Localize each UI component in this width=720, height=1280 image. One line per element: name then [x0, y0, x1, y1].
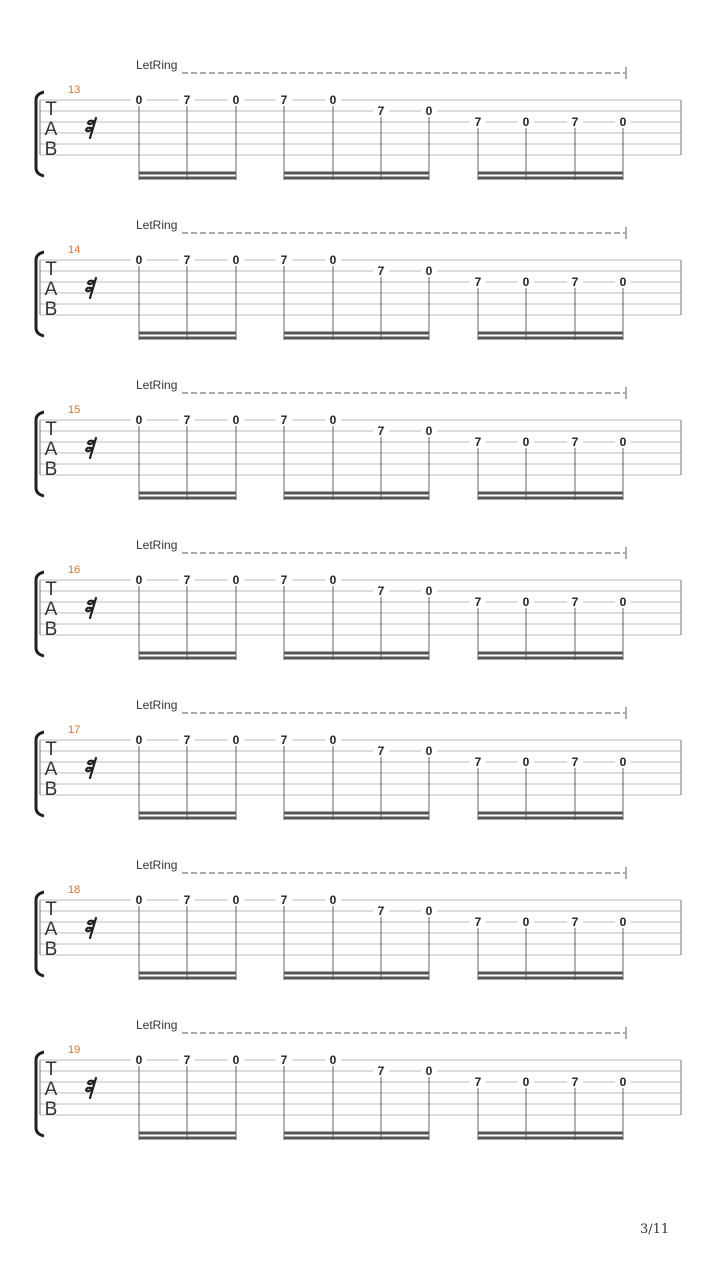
fret-number: 7: [567, 756, 583, 768]
tab-clef-letter: T: [45, 739, 57, 760]
measure-number: 15: [68, 404, 81, 416]
tab-clef-letter: T: [45, 419, 57, 440]
let-ring-label: LetRing: [136, 858, 178, 872]
fret-number: 7: [179, 574, 195, 586]
measure-number: 18: [68, 884, 81, 896]
fret-number: 0: [421, 265, 437, 277]
fret-number: 0: [518, 276, 534, 288]
tab-clef-letter: T: [45, 899, 57, 920]
fret-number: 7: [276, 894, 292, 906]
fret-number: 7: [373, 265, 389, 277]
fret-number: 0: [518, 116, 534, 128]
staff-graphics: [0, 858, 720, 1018]
fret-number: 7: [179, 894, 195, 906]
fret-number: 7: [373, 105, 389, 117]
fret-number: 0: [131, 414, 147, 426]
fret-number: 0: [325, 254, 341, 266]
fret-number: 0: [615, 276, 631, 288]
fret-number: 0: [518, 596, 534, 608]
tab-clef-letter: A: [44, 439, 58, 460]
fret-number: 0: [421, 105, 437, 117]
fret-number: 0: [518, 916, 534, 928]
tab-system: [0, 698, 720, 858]
fret-number: 0: [228, 1054, 244, 1066]
sixteenth-rest-icon: [86, 598, 96, 618]
fret-number: 7: [276, 254, 292, 266]
fret-number: 7: [470, 596, 486, 608]
fret-number: 7: [373, 1065, 389, 1077]
fret-number: 7: [373, 905, 389, 917]
fret-number: 0: [615, 756, 631, 768]
staff-graphics: [0, 1018, 720, 1178]
fret-number: 0: [615, 916, 631, 928]
fret-number: 7: [276, 574, 292, 586]
sixteenth-rest-icon: [86, 758, 96, 778]
fret-number: 0: [228, 94, 244, 106]
tab-clef-letter: B: [44, 939, 58, 960]
tab-clef-letter: B: [44, 1099, 58, 1120]
fret-number: 0: [615, 116, 631, 128]
let-ring-label: LetRing: [136, 698, 178, 712]
tab-clef-letter: A: [44, 599, 58, 620]
sixteenth-rest-icon: [86, 278, 96, 298]
fret-number: 7: [567, 1076, 583, 1088]
fret-number: 7: [567, 276, 583, 288]
fret-number: 7: [567, 596, 583, 608]
fret-number: 0: [325, 94, 341, 106]
tab-clef-letter: A: [44, 1079, 58, 1100]
fret-number: 0: [228, 894, 244, 906]
tab-clef-letter: B: [44, 779, 58, 800]
fret-number: 7: [373, 745, 389, 757]
tab-clef-letter: B: [44, 459, 58, 480]
fret-number: 7: [470, 276, 486, 288]
fret-number: 7: [567, 916, 583, 928]
fret-number: 7: [567, 116, 583, 128]
fret-number: 0: [228, 734, 244, 746]
fret-number: 0: [615, 596, 631, 608]
tab-system: [0, 58, 720, 218]
fret-number: 7: [179, 734, 195, 746]
tab-clef-letter: T: [45, 259, 57, 280]
tab-system: [0, 538, 720, 698]
tab-clef-letter: A: [44, 759, 58, 780]
fret-number: 7: [276, 414, 292, 426]
fret-number: 7: [179, 414, 195, 426]
fret-number: 0: [615, 436, 631, 448]
fret-number: 0: [421, 425, 437, 437]
tab-clef-letter: B: [44, 619, 58, 640]
tab-system: [0, 378, 720, 538]
fret-number: 7: [179, 254, 195, 266]
let-ring-label: LetRing: [136, 218, 178, 232]
staff-graphics: [0, 378, 720, 538]
tab-system: [0, 218, 720, 378]
fret-number: 0: [325, 414, 341, 426]
fret-number: 0: [131, 1054, 147, 1066]
fret-number: 7: [567, 436, 583, 448]
fret-number: 0: [421, 745, 437, 757]
tab-clef-letter: T: [45, 579, 57, 600]
fret-number: 0: [325, 734, 341, 746]
sixteenth-rest-icon: [86, 918, 96, 938]
sixteenth-rest-icon: [86, 1078, 96, 1098]
tab-clef-letter: A: [44, 119, 58, 140]
fret-number: 0: [325, 894, 341, 906]
fret-number: 7: [470, 756, 486, 768]
fret-number: 0: [325, 1054, 341, 1066]
fret-number: 0: [228, 254, 244, 266]
sixteenth-rest-icon: [86, 438, 96, 458]
measure-number: 17: [68, 724, 81, 736]
staff-graphics: [0, 58, 720, 218]
fret-number: 7: [179, 1054, 195, 1066]
fret-number: 7: [373, 585, 389, 597]
fret-number: 0: [421, 585, 437, 597]
fret-number: 7: [276, 94, 292, 106]
fret-number: 7: [276, 1054, 292, 1066]
staff-graphics: [0, 698, 720, 858]
fret-number: 0: [131, 734, 147, 746]
let-ring-label: LetRing: [136, 1018, 178, 1032]
fret-number: 7: [470, 1076, 486, 1088]
tab-clef-letter: B: [44, 299, 58, 320]
fret-number: 0: [421, 1065, 437, 1077]
fret-number: 0: [228, 574, 244, 586]
measure-number: 13: [68, 84, 81, 96]
fret-number: 0: [228, 414, 244, 426]
tab-clef-letter: T: [45, 1059, 57, 1080]
fret-number: 0: [615, 1076, 631, 1088]
tab-clef-letter: T: [45, 99, 57, 120]
fret-number: 0: [518, 1076, 534, 1088]
tab-system: [0, 858, 720, 1018]
let-ring-label: LetRing: [136, 58, 178, 72]
tab-clef-letter: A: [44, 919, 58, 940]
fret-number: 0: [421, 905, 437, 917]
fret-number: 0: [131, 894, 147, 906]
measure-number: 16: [68, 564, 81, 576]
fret-number: 0: [518, 756, 534, 768]
page-number: 3/11: [640, 1222, 670, 1237]
fret-number: 0: [518, 436, 534, 448]
tab-clef-letter: B: [44, 139, 58, 160]
measure-number: 19: [68, 1044, 81, 1056]
measure-number: 14: [68, 244, 81, 256]
fret-number: 0: [325, 574, 341, 586]
sixteenth-rest-icon: [86, 118, 96, 138]
fret-number: 7: [470, 116, 486, 128]
staff-graphics: [0, 218, 720, 378]
fret-number: 7: [470, 436, 486, 448]
fret-number: 7: [276, 734, 292, 746]
fret-number: 0: [131, 254, 147, 266]
tab-system: [0, 1018, 720, 1178]
fret-number: 0: [131, 574, 147, 586]
tab-clef-letter: A: [44, 279, 58, 300]
fret-number: 0: [131, 94, 147, 106]
fret-number: 7: [470, 916, 486, 928]
let-ring-label: LetRing: [136, 538, 178, 552]
fret-number: 7: [179, 94, 195, 106]
fret-number: 7: [373, 425, 389, 437]
staff-graphics: [0, 538, 720, 698]
let-ring-label: LetRing: [136, 378, 178, 392]
